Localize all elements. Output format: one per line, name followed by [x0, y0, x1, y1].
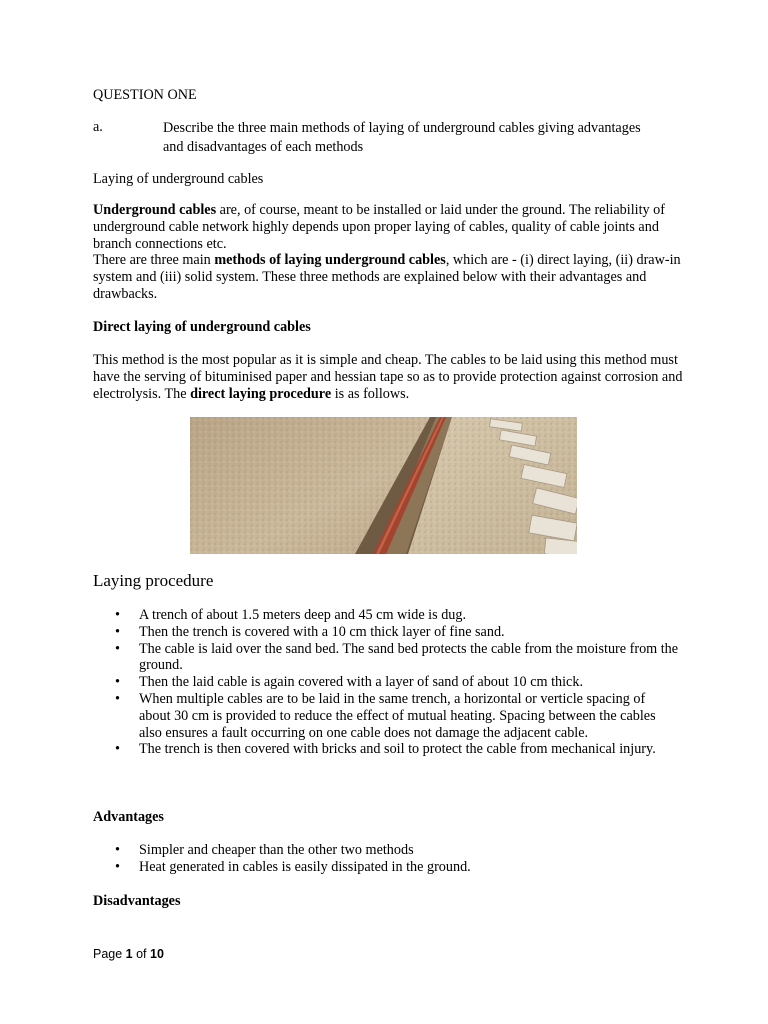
list-item-text: A trench of about 1.5 meters deep and 45 cm wide is dug. — [139, 607, 467, 623]
list-item-text: Then the trench is covered with a 10 cm thick layer of fine sand. — [139, 623, 505, 640]
bullet-icon: • — [115, 674, 120, 691]
intro-paragraph-2 — [93, 252, 683, 302]
page-footer — [93, 946, 164, 962]
direct-p-end: is as follows. — [331, 385, 410, 402]
list-item — [93, 691, 679, 741]
advantages-list — [93, 842, 683, 876]
direct-p-start: This method is the most popular as it is simple and cheap. The cables to be laid using this method must have the serving of bituminised paper and hessian tape so as to provide protection against corrosion and electrolysis. The — [93, 352, 683, 402]
list-item — [93, 842, 679, 859]
direct-laying-paragraph — [93, 352, 683, 402]
bullet-icon: • — [115, 623, 120, 640]
bullet-icon: • — [115, 640, 120, 657]
footer-total-pages: 10 — [150, 947, 164, 961]
intro-p2-start: There are three main — [93, 252, 215, 268]
list-item-text: Simpler and cheaper than the other two methods — [139, 842, 414, 858]
question-item-letter: a. — [93, 119, 103, 135]
list-item — [93, 674, 679, 691]
question-heading: QUESTION ONE — [93, 87, 197, 103]
bullet-icon: • — [115, 607, 120, 623]
trench-photo — [190, 417, 577, 554]
bullet-icon: • — [115, 690, 120, 707]
direct-laying-heading-text: Direct laying of underground cables — [93, 319, 311, 335]
bullet-icon: • — [115, 842, 120, 858]
procedure-list — [93, 607, 683, 758]
list-item-text: The trench is then covered with bricks and soil to protect the cable from mechanical injury. — [139, 741, 656, 758]
intro-paragraph-1 — [93, 202, 683, 252]
laying-procedure-heading: Laying procedure — [93, 571, 214, 590]
advantages-heading-text: Advantages — [93, 809, 164, 825]
intro-p2-bold: methods of laying underground cables — [214, 252, 446, 268]
list-item — [93, 607, 679, 624]
disadvantages-heading-text: Disadvantages — [93, 893, 181, 909]
intro-p1-text: are, of course, meant to be installed or laid under the ground. The reliability of underground cable network highly depends upon proper laying of cables, quality of cable joints and branch connections etc. — [93, 202, 665, 252]
question-item-text: Describe the three main methods of laying of underground cables giving advantages and disadvantages of each methods — [163, 120, 641, 155]
bullet-icon: • — [115, 741, 120, 758]
footer-page-word: Page — [93, 947, 126, 961]
direct-laying-heading — [93, 319, 311, 336]
section-title: Laying of underground cables — [93, 171, 264, 187]
list-item — [93, 741, 679, 758]
list-item — [93, 624, 679, 641]
list-item-text: When multiple cables are to be laid in the same trench, a horizontal or verticle spacing of about 30 cm is provided to reduce the effect of mutual heating. Spacing between the cables also ensures a fault occurring on one cable does not damage the adjacent cable. — [139, 690, 656, 741]
bullet-icon: • — [115, 858, 120, 875]
list-item-text: The cable is laid over the sand bed. The sand bed protects the cable from the moisture from the ground. — [139, 640, 679, 674]
intro-p2-rest: , which are - (i) direct laying, (ii) draw-in system and (iii) solid system. These three methods are explained below with their advantages and drawbacks. — [93, 252, 681, 302]
list-item-text: Heat generated in cables is easily dissipated in the ground. — [139, 858, 471, 875]
intro-bold-term: Underground cables — [93, 202, 217, 218]
footer-current-page: 1 — [125, 947, 133, 961]
list-item-text: Then the laid cable is again covered with a layer of sand of about 10 cm thick. — [139, 674, 583, 691]
disadvantages-heading — [93, 893, 181, 910]
footer-of-word: of — [132, 947, 150, 961]
list-item — [93, 641, 679, 675]
direct-p-bold: direct laying procedure — [190, 385, 332, 402]
advantages-heading — [93, 809, 164, 826]
list-item — [93, 859, 679, 876]
